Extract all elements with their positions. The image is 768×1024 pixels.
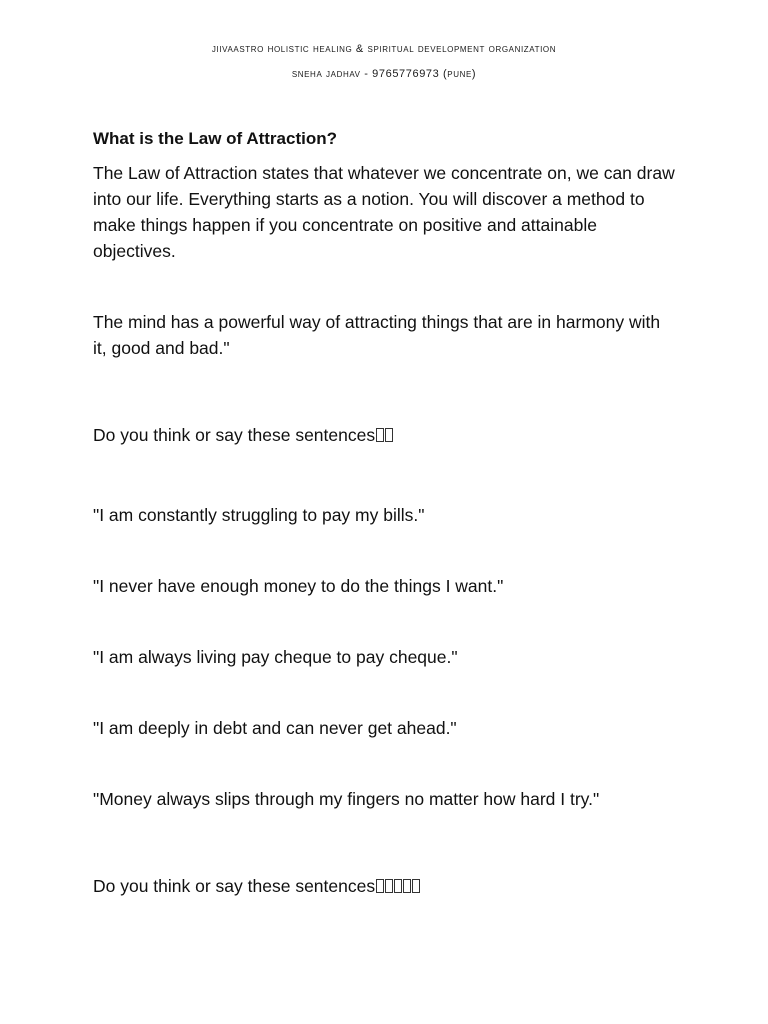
- question-1-text: Do you think or say these sentences: [93, 425, 376, 445]
- missing-glyph-icon: [394, 879, 402, 893]
- sentence-5: "Money always slips through my fingers no matter how hard I try.": [93, 789, 600, 809]
- paragraph-1: The Law of Attraction states that whatever we concentrate on, we can draw into our life. Everything starts as a notion. You will discover a method to make things happen if you concentrate on positive and attainable objectives.: [93, 163, 675, 261]
- organization-header: jiivaastro holistic healing & spiritual development organization: [211, 43, 557, 55]
- question-2-text: Do you think or say these sentences: [93, 876, 376, 896]
- missing-glyph-icon: [376, 428, 384, 442]
- missing-glyph-icon: [385, 879, 393, 893]
- article-heading: What is the Law of Attraction?: [93, 129, 337, 148]
- missing-glyph-icon: [376, 879, 384, 893]
- missing-glyph-icon: [385, 428, 393, 442]
- question-2: [93, 873, 678, 899]
- missing-glyph-icon: [412, 879, 420, 893]
- paragraph-2: The mind has a powerful way of attracting things that are in harmony with it, good and bad.": [93, 312, 661, 358]
- contact-header: sneha jadhav - 9765776973 (pune): [291, 68, 477, 80]
- sentence-3: "I am always living pay cheque to pay cheque.": [93, 647, 458, 667]
- missing-glyph-icon: [403, 879, 411, 893]
- question-1: [93, 422, 678, 448]
- sentence-4: "I am deeply in debt and can never get ahead.": [93, 718, 457, 738]
- sentence-1: "I am constantly struggling to pay my bills.": [93, 505, 425, 525]
- sentence-2: "I never have enough money to do the things I want.": [93, 576, 504, 596]
